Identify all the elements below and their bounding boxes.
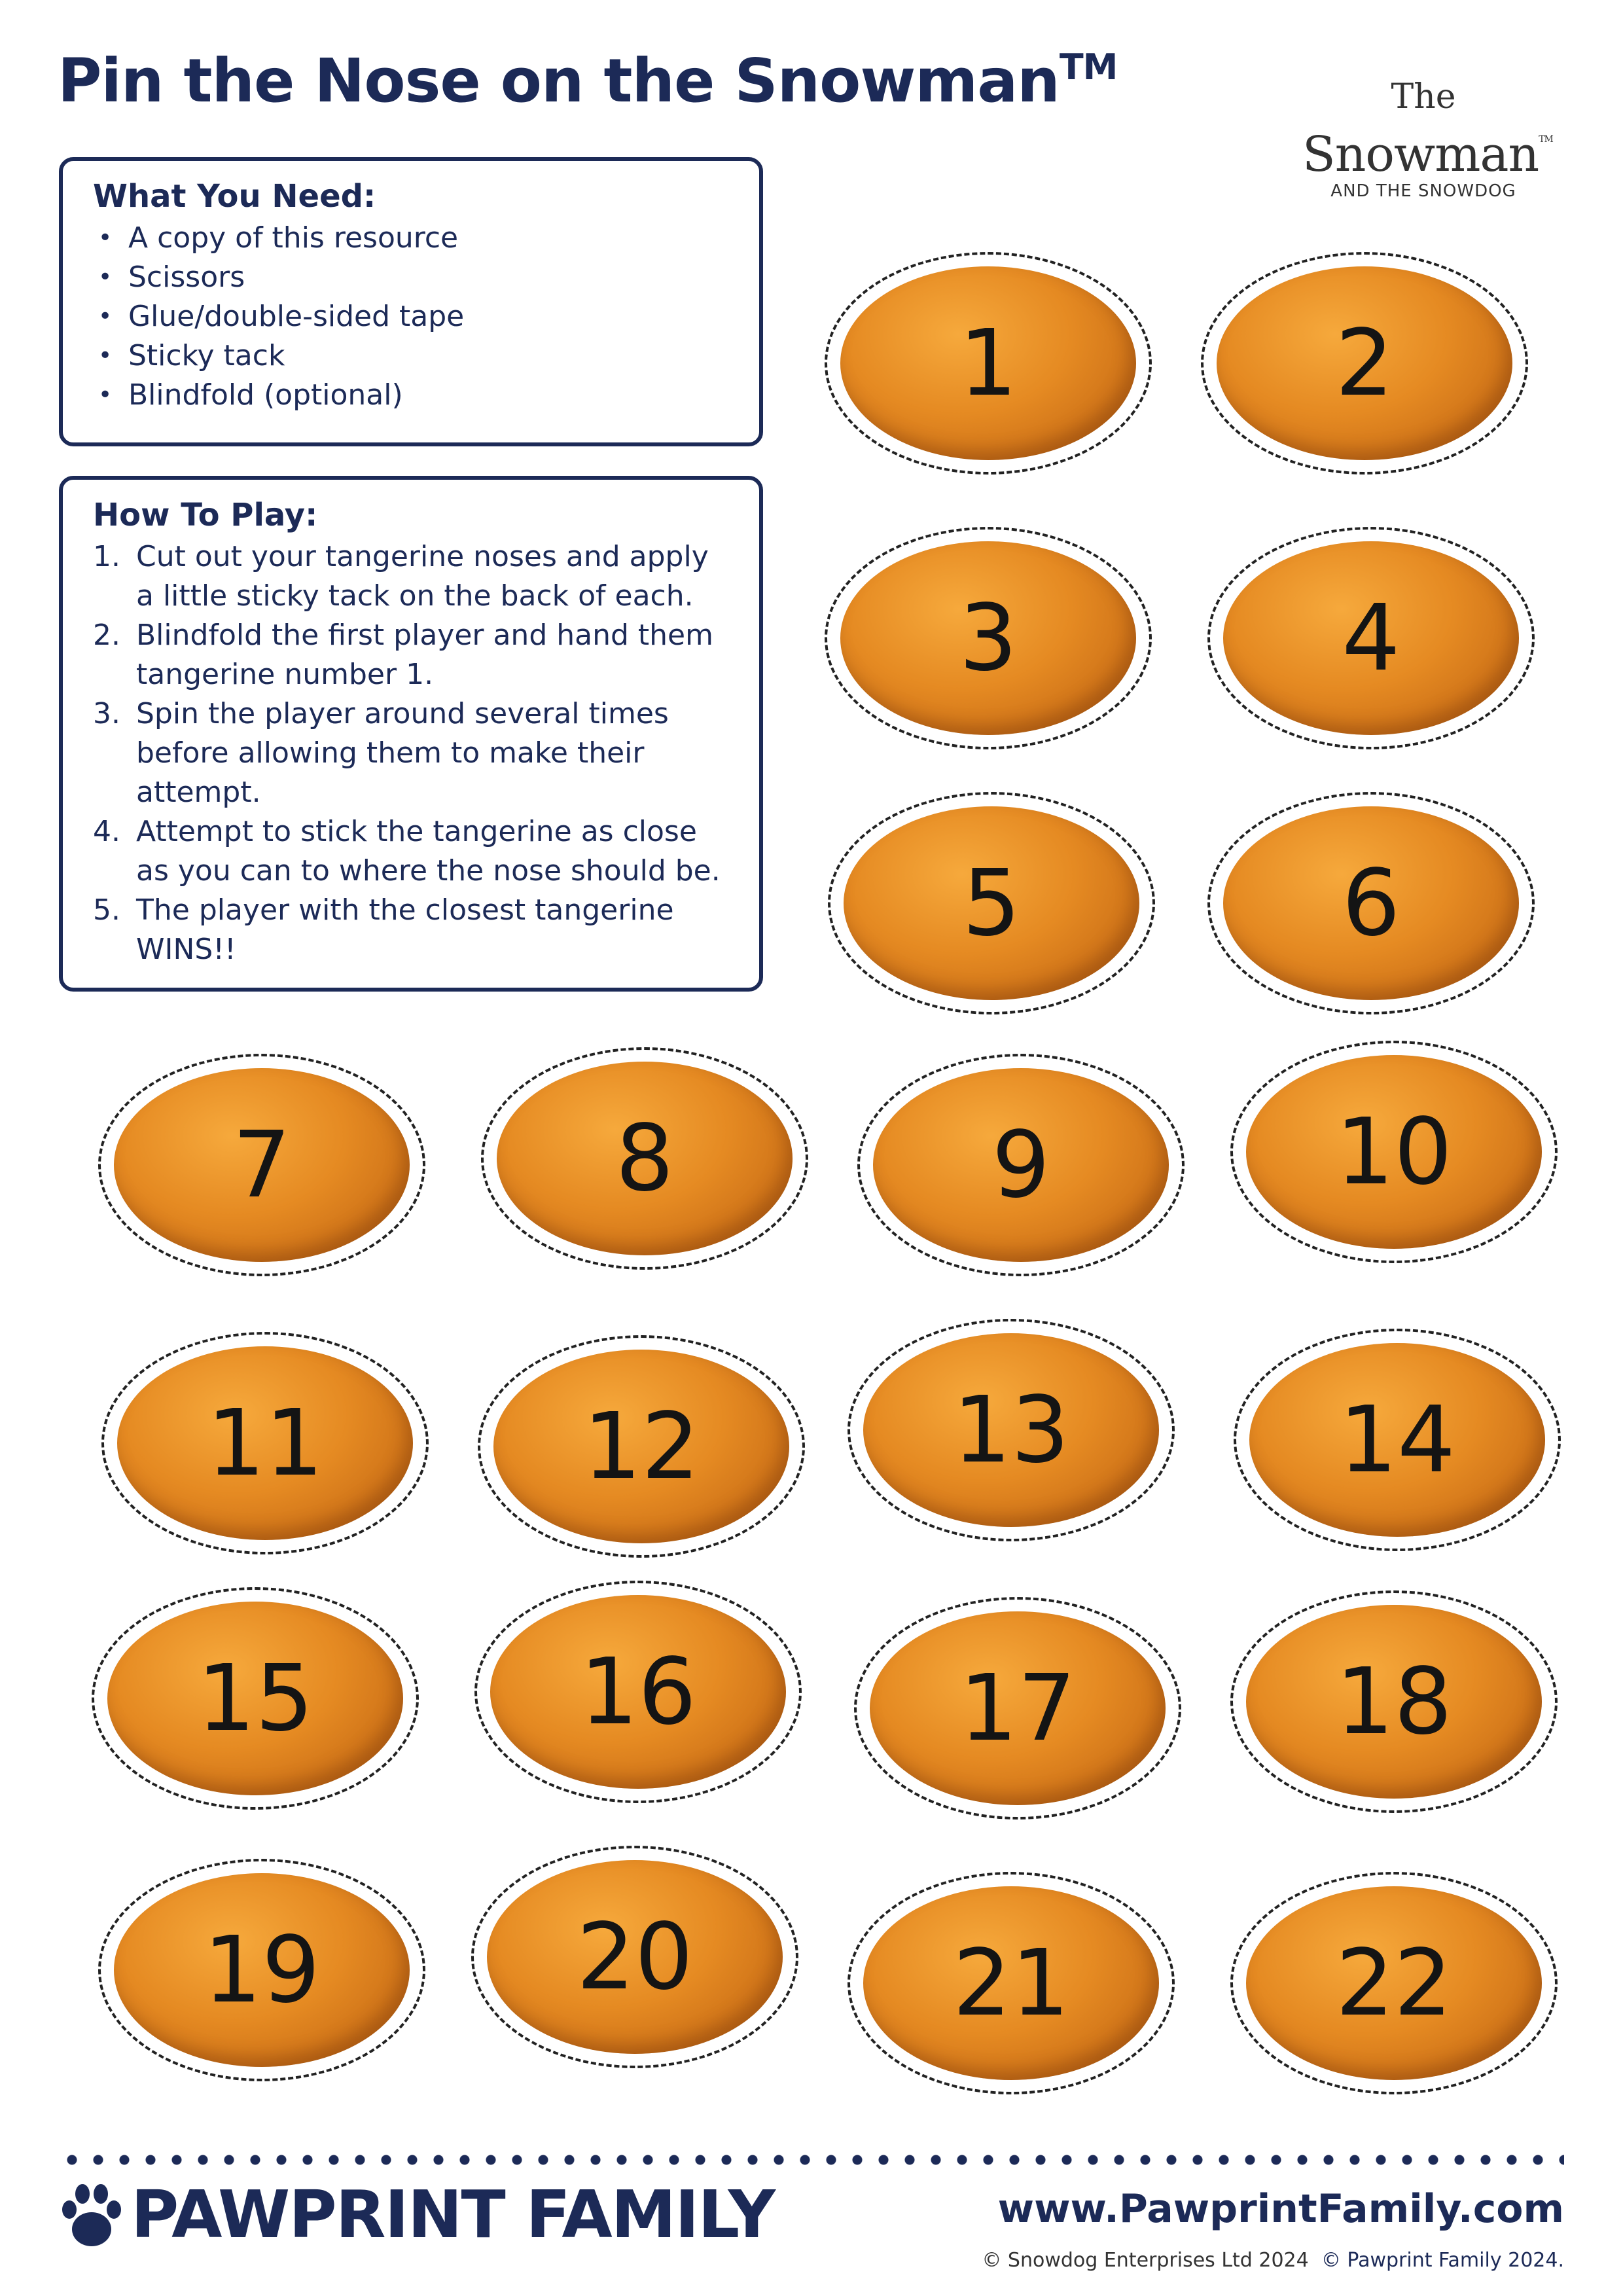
step-number: 3. <box>93 697 120 730</box>
page-title <box>58 46 1117 116</box>
logo-the: The <box>1391 77 1456 117</box>
nose-number: 21 <box>952 1929 1070 2037</box>
step-number: 5. <box>93 893 120 927</box>
paw-icon <box>59 2179 124 2251</box>
tangerine-nose-16[interactable] <box>474 1581 802 1803</box>
steps-list <box>93 537 729 969</box>
nose-number: 1 <box>959 310 1018 417</box>
step-text: Attempt to stick the tangerine as close as you can to where the nose should be. <box>136 815 721 888</box>
logo-tm: TM <box>1539 134 1553 145</box>
tangerine-nose-13[interactable] <box>847 1319 1175 1541</box>
snowman-logo <box>1302 77 1553 201</box>
step-item <box>93 812 729 891</box>
logo-snowman-text: Snowman <box>1302 126 1539 183</box>
copyright-line <box>982 2249 1564 2272</box>
tangerine-nose-8[interactable] <box>481 1047 808 1270</box>
logo-snowdog: AND THE SNOWDOG <box>1330 181 1516 201</box>
tangerine-nose-2[interactable] <box>1201 252 1528 475</box>
tangerine-nose-22[interactable] <box>1230 1872 1558 2094</box>
tangerine-nose-3[interactable] <box>825 527 1152 749</box>
tangerine-nose-7[interactable] <box>98 1054 425 1276</box>
brand-name: PAWPRINT FAMILY <box>131 2176 775 2253</box>
what-you-need-box <box>59 157 763 446</box>
how-to-play-heading: How To Play: <box>93 497 318 533</box>
step-text: Spin the player around several times before allowing them to make their attempt. <box>136 697 669 809</box>
nose-number: 8 <box>615 1105 674 1212</box>
nose-number: 17 <box>959 1655 1077 1762</box>
what-you-need-heading: What You Need: <box>93 178 376 215</box>
nose-number: 18 <box>1335 1648 1453 1755</box>
step-number: 2. <box>93 619 120 652</box>
tangerine-nose-4[interactable] <box>1207 527 1535 749</box>
nose-number: 6 <box>1342 850 1400 957</box>
nose-number: 12 <box>582 1393 700 1500</box>
nose-number: 22 <box>1335 1929 1453 2037</box>
step-number: 1. <box>93 540 120 573</box>
needs-item: • Scissors <box>128 258 729 297</box>
dotted-divider <box>59 2153 1564 2166</box>
nose-number: 14 <box>1338 1386 1456 1494</box>
nose-number: 3 <box>959 584 1018 692</box>
nose-number: 7 <box>232 1111 291 1219</box>
step-item <box>93 537 729 616</box>
nose-number: 5 <box>962 850 1021 957</box>
step-text: The player with the closest tangerine WINS!! <box>136 893 674 966</box>
nose-number: 11 <box>206 1390 324 1497</box>
step-number: 4. <box>93 815 120 848</box>
step-text: Cut out your tangerine noses and apply a little sticky tack on the back of each. <box>136 540 709 613</box>
copyright-snowdog: © Snowdog Enterprises Ltd 2024 <box>982 2249 1309 2272</box>
tangerine-nose-10[interactable] <box>1230 1041 1558 1263</box>
nose-number: 13 <box>952 1376 1070 1484</box>
tangerine-nose-11[interactable] <box>101 1332 429 1554</box>
nose-number: 4 <box>1342 584 1400 692</box>
step-item <box>93 616 729 694</box>
nose-number: 15 <box>196 1645 314 1752</box>
step-item <box>93 694 729 812</box>
nose-number: 9 <box>991 1111 1050 1219</box>
tangerine-nose-12[interactable] <box>478 1335 805 1558</box>
needs-item: • Glue/double-sided tape <box>128 297 729 336</box>
copyright-pawprint: © Pawprint Family 2024. <box>1321 2249 1564 2272</box>
nose-number: 16 <box>579 1638 697 1746</box>
nose-number: 19 <box>203 1916 321 2024</box>
tangerine-nose-18[interactable] <box>1230 1590 1558 1813</box>
needs-item: • A copy of this resource <box>128 219 729 258</box>
tangerine-nose-14[interactable] <box>1234 1329 1561 1551</box>
step-item <box>93 891 729 969</box>
website-link[interactable]: www.PawprintFamily.com <box>997 2186 1564 2232</box>
tangerine-nose-21[interactable] <box>847 1872 1175 2094</box>
tangerine-nose-6[interactable] <box>1207 792 1535 1014</box>
needs-item: • Blindfold (optional) <box>128 376 729 415</box>
step-text: Blindfold the first player and hand them tangerine number 1. <box>136 619 713 691</box>
trademark: TM <box>1059 46 1118 88</box>
nose-number: 10 <box>1335 1098 1453 1206</box>
title-text: Pin the Nose on the Snowman <box>58 46 1060 116</box>
tangerine-nose-19[interactable] <box>98 1859 425 2081</box>
tangerine-nose-15[interactable] <box>92 1587 419 1810</box>
tangerine-nose-1[interactable] <box>825 252 1152 475</box>
how-to-play-box <box>59 476 763 992</box>
needs-list <box>93 219 729 415</box>
tangerine-nose-20[interactable] <box>471 1846 798 2068</box>
tangerine-nose-5[interactable] <box>828 792 1155 1014</box>
logo-snowman <box>1302 115 1553 183</box>
tangerine-nose-17[interactable] <box>854 1597 1181 1820</box>
needs-item: • Sticky tack <box>128 336 729 376</box>
nose-number: 20 <box>576 1903 694 2011</box>
nose-number: 2 <box>1335 310 1394 417</box>
tangerine-nose-9[interactable] <box>857 1054 1185 1276</box>
